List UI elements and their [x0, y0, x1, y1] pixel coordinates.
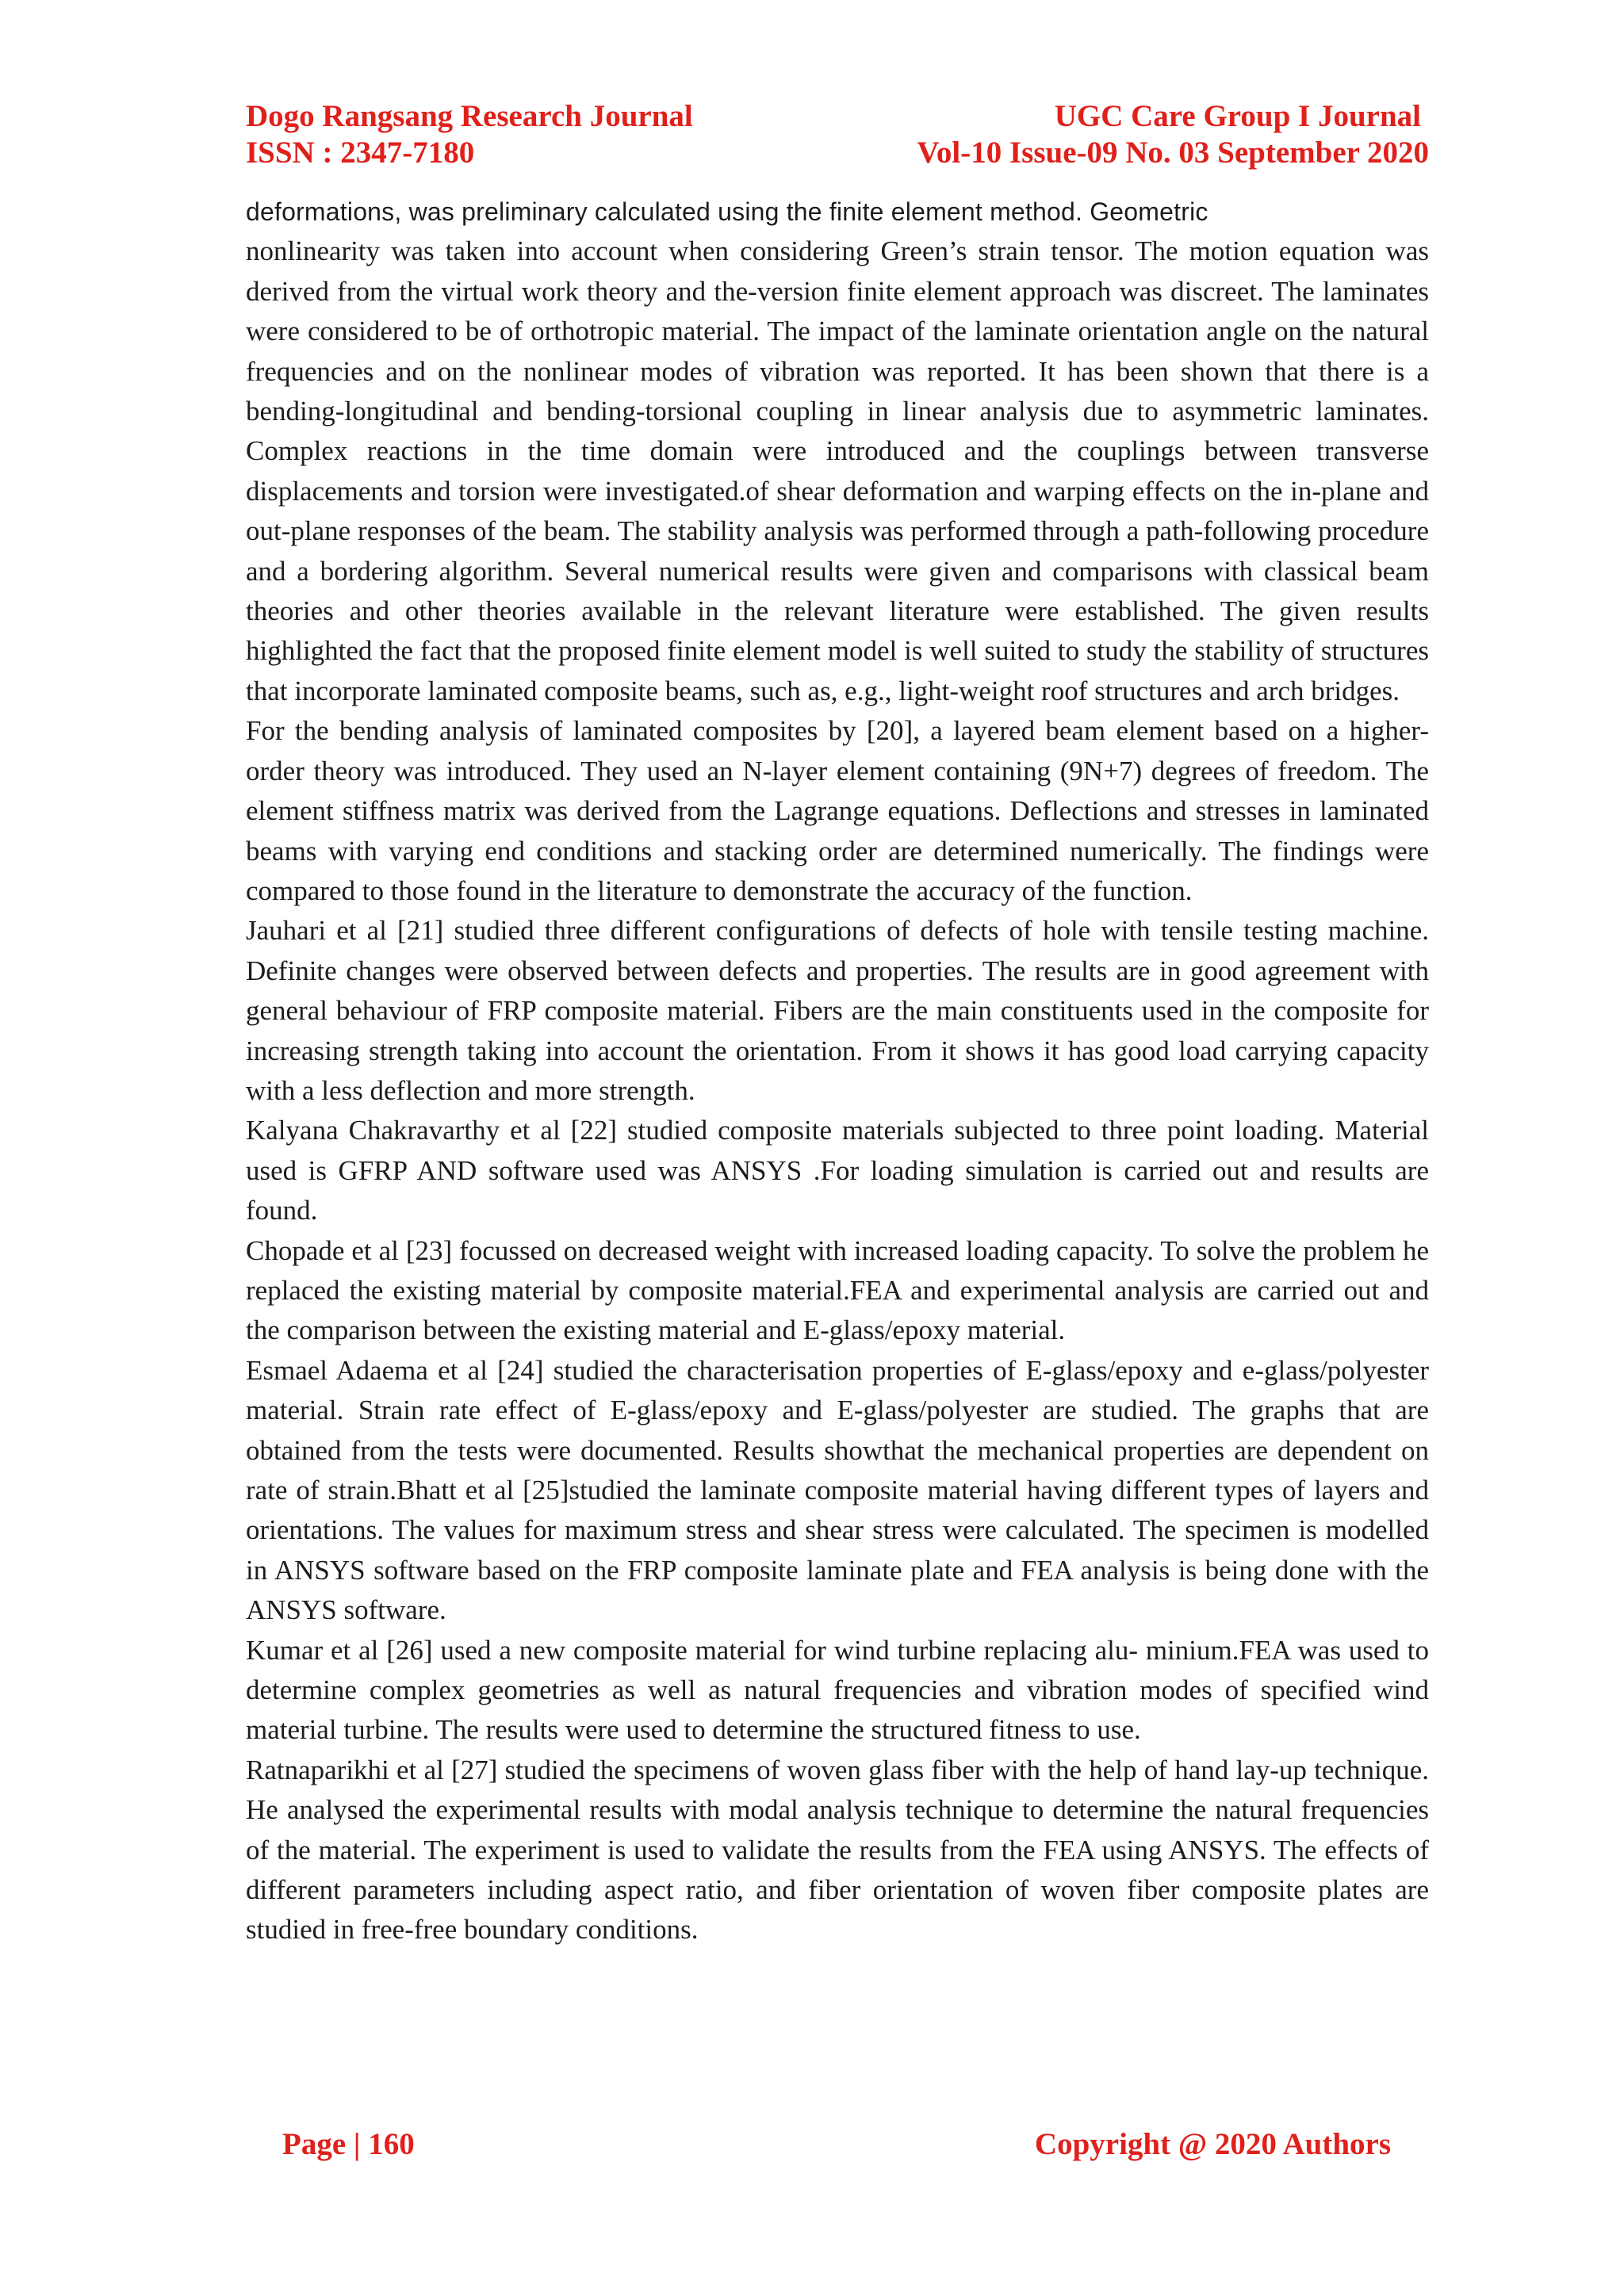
paragraph-continuation-line: deformations, was preliminary calculated using the finite element method. Geometric — [246, 197, 1208, 226]
paragraph: Esmael Adaema et al [24] studied the characterisation properties of E-glass/epoxy and e-glass/polyester material. Strain rate effect of E-glass/epoxy and E-glass/polyester are studied. The graphs that are obtained from the tests were documented. Results showthat the mechanical properties are dependent on rate of strain.Bhatt et al [25]studied the laminate composite material having different types of layers and orientations. The values for maximum stress and shear stress were calculated. The specimen is modelled in ANSYS software based on the FRP composite laminate plate and FEA analysis is being done with the ANSYS software. — [246, 1354, 1429, 1626]
copyright: Copyright @ 2020 Authors — [1034, 2127, 1391, 2161]
page-number: Page | 160 — [282, 2127, 415, 2161]
issn: ISSN : 2347-7180 — [246, 136, 475, 170]
journal-name: Dogo Rangsang Research Journal — [246, 99, 693, 133]
paragraph: Kumar et al [26] used a new composite material for wind turbine replacing alu- minium.FEA was used to determine complex geometries as well as natural frequencies and vibration modes of specified wind material turbine. The results were used to determine the structured fitness to use. — [246, 1634, 1429, 1746]
paragraph: Kalyana Chakravarthy et al [22] studied composite materials subjected to three point loading. Material used is GFRP AND software used was ANSYS .For loading simulation is carried out and results are found. — [246, 1115, 1429, 1226]
header-row-1 — [246, 98, 1429, 135]
ugc-label: UGC Care Group I Journal — [1054, 99, 1421, 133]
body-text — [246, 192, 1429, 1950]
paragraph: For the bending analysis of laminated composites by [20], a layered beam element based on a higher-order theory was introduced. They used an N-layer element containing (9N+7) degrees of freedom. The element stiffness matrix was derived from the Lagrange equations. Deflections and stresses in laminated beams with varying end conditions and stacking order are determined numerically. The findings were compared to those found in the literature to demonstrate the accuracy of the function. — [246, 715, 1429, 906]
page-footer — [282, 2126, 1391, 2163]
paragraph: Ratnaparikhi et al [27] studied the specimens of woven glass fiber with the help of hand lay-up technique. He analysed the experimental results with modal analysis technique to determine the natural frequencies of the material. The experiment is used to validate the results from the FEA using ANSYS. The effects of different parameters including aspect ratio, and fiber orientation of woven fiber composite plates are studied in free-free boundary conditions. — [246, 1754, 1429, 1946]
paragraph: Jauhari et al [21] studied three different configurations of defects of hole with tensile testing machine. Definite changes were observed between defects and properties. The results are in good agreement with general behaviour of FRP composite material. Fibers are the main constituents used in the composite for increasing strength taking into account the orientation. From it shows it has good load carrying capacity with a less deflection and more strength. — [246, 915, 1429, 1106]
volume-issue: Vol-10 Issue-09 No. 03 September 2020 — [917, 136, 1429, 170]
paragraph: Chopade et al [23] focussed on decreased weight with increased loading capacity. To solve the problem he replaced the existing material by composite material.FEA and experimental analysis are carried out and the comparison between the existing material and E-glass/epoxy material. — [246, 1234, 1429, 1346]
page-header — [246, 98, 1429, 178]
header-row-2 — [246, 135, 1429, 171]
paragraph: nonlinearity was taken into account when considering Green’s strain tensor. The motion equation was derived from the virtual work theory and the-version finite element approach was discreet. The laminates were considered to be of orthotropic material. The impact of the laminate orientation angle on the natural frequencies and on the nonlinear modes of vibration was reported. It has been shown that there is a bending-longitudinal and bending-torsional coupling in linear analysis due to asymmetric laminates. Complex reactions in the time domain were introduced and the couplings between transverse displacements and torsion were investigated.of shear deformation and warping effects on the in-plane and out-plane responses of the beam. The stability analysis was performed through a path-following procedure and a bordering algorithm. Several numerical results were given and comparisons with classical beam theories and other theories available in the relevant literature were established. The given results highlighted the fact that the proposed finite element model is well suited to study the stability of structures that incorporate laminated composite beams, such as, e.g., light-weight roof structures and arch bridges. — [246, 235, 1429, 706]
